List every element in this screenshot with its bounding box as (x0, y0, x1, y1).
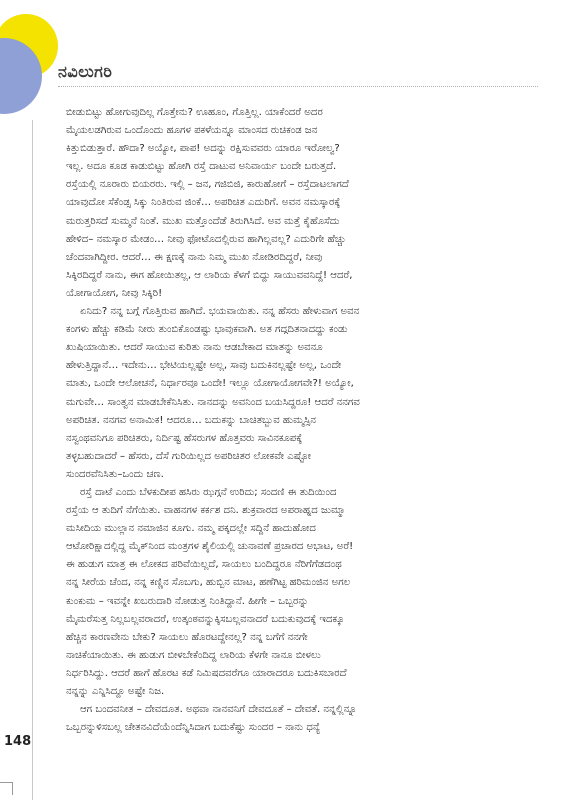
text-line: ಇಲ್ಲ. ಅದೂ ಕೂಡ ಕಾಡುಬಿಟ್ಟು ಹೋಗಿ ರಸ್ತೆ ದಾಟುವ ಅನಿವಾರ್ಯ ಬಂದೇ ಬರುತ್ತದೆ. (66, 161, 337, 173)
text-line: ನಿರ್ಧರಿಸಿದ್ದು. ಆದರೆ ಹಾಗೆ ಹೊರಟ ಕಡೆ ನಿಮಿಷದವರೆಗೂ ಯಾರಾದರೂ ಬದುಕಿಸಬಾರದೆ (66, 667, 347, 679)
text-line: ಯೋಗಾಯೋಗ, ನೀವು ಸಿಕ್ಕಿರಿ! (66, 287, 163, 299)
paragraph-2 (66, 303, 526, 484)
text-line: ಮಸೀದಿಯ ಮುಲ್ಲಾನ ನಮಾಜಿನ ಕೂಗು. ನಮ್ಮ ಪಕ್ಕದಲ್ಲೇ ಸದ್ದಿನೆ ಹಾದುಹೋದ (66, 523, 316, 535)
page-number: 148 (4, 734, 32, 749)
text-line: ಮೈಮರೆಸುತ್ತ ನಿಲ್ಲಬಲ್ಲವರಾದರೆ, ಉತ್ಕಂಠವನ್ನುಕ್ಕಿಸಬಲ್ಲವನಾದರೆ ಬದುಕುವುದಕ್ಕೆ ಇದಕ್ಕೂ (66, 613, 345, 625)
text-line: ನನ್ನ ಸೀರೆಯ ಚೆಂದ, ನನ್ನ ಕಣ್ಣಿನ ಸೊಬಗು, ಹುಬ್ಬಿನ ಮಾಟ, ಹಣೆಗಿಟ್ಟ ಹರಿಮಂಜಿನ ಅಗಲ (66, 577, 351, 589)
text-line: ರಸ್ತೆ ದಾಟೆ ಎಂದು ಬೆಳಕುದೀಪ ಹಸಿರು ಝಗ್ಗನೆ ಉರಿದು; ಸಂದಣಿ ಈ ತುದಿಯಿಂದ (80, 486, 337, 498)
text-line: ಮೈಯಲಡಗಿರುವ ಒಂದೊಂದು ಹೂಗಳ ಪಕಳೆಯನ್ನೂ ಮಾಂಸದ ರುಚಿಕಂಡ ಜನ (66, 125, 318, 137)
text-line: ಅಪರಿಚಿತ. ನನಗವ ಅನಾಮಿಕ! ಆದರೂ… ಬದುಕನ್ನು ಬಾಚಿತಬ್ಬುವ ಹುಮ್ಮಸ್ಸಿನ (66, 414, 317, 426)
text-line: ಚೆಂದವಾಗಿದ್ದೀರ. ಆದರೆ… ಈ ಕ್ಷಣಕ್ಕೆ ನಾನು ನಿಮ್ಮ ಮುಖ ನೋಡಿರದಿದ್ದರೆ, ನೀವು (66, 251, 323, 263)
text-line: ಕಂಗಳು ಹೆಚ್ಚು ಕಡಿಮೆ ನೀರು ತುಂಬಿಕೊಂಡಷ್ಟು ಭಾವುಕವಾಗಿ. ಅತ ಗದ್ಗದಿತನಾದದ್ದು ಕಂಡು (66, 324, 348, 336)
text-line: ಬೀಡುಬಿಟ್ಟು ಹೋಗುವುದಿಲ್ಲ ಗೊತ್ತೇನು? ಊಹೂಂ, ಗೊತ್ತಿಲ್ಲ. ಯಾಕೆಂದರೆ ಅದರ (66, 107, 323, 118)
text-line: ಸುಂದರವೆನಿಸಿತು–ಒಂದು ಚಣ. (66, 468, 164, 480)
text-line: ಮಾತು, ಒಂದೇ ಆಲೋಚನೆ, ನಿರ್ಧಾರವೂ ಒಂದೇ! ಇಲ್ಲೂ ಯೋಗಾಯೋಗವೇ?! ಅಯ್ಯೋ, (66, 378, 354, 390)
text-line: ನಸ್ವಂಥವನಿಗೂ ಪರಿಚಿತರು, ನಿರ್ದಿಷ್ಟ ಹೆಸರುಗಳ ಹೊತ್ತವರು ಸಾವಿನಕೂಪಕ್ಕೆ (66, 432, 303, 444)
text-line: ಖುಷಿಯಾಯಿತು. ಆದರೆ ಸಾಯುವ ಕುರಿತು ನಾನು ಆಡಬೇಕಾದ ಮಾತನ್ನು ಅವನೂ (66, 342, 323, 354)
text-line: ಸಿಕ್ಕಿರದಿದ್ದರೆ ನಾನು, ಈಗ ಹೋಯಿತಲ್ಲ, ಆ ಲಾರಿಯ ಕೆಳಗೆ ಬಿದ್ದು ಸಾಯುವವನಿದ್ದೆ! ಆದರೆ, (66, 269, 353, 281)
text-line: ಮಗುವೇ… ಸಾಂತ್ವನ ಮಾಡಬೇಕೆನಿಸಿತು. ನಾನದನ್ನು ಅವನಿಂದ ಬಯಸಿದ್ದರೂ! ಆದರೆ ನನಗವ (66, 396, 360, 408)
text-line: ನನ್ನನ್ನು ಎನ್ನಿಸಿದ್ದೂ ಅಷ್ಟೇ ನಿಜ. (66, 686, 165, 697)
text-line: ಒಬ್ಬರನ್ನುಳಿಸಬಲ್ಲ ಚೇತನವಿದೆಯೆಂದೆನ್ನಿಸಿದಾಗ ಬದುಕೆಷ್ಟು ಸುಂದರ – ನಾನು ಧನ್ಯೆ (66, 722, 321, 734)
paragraph-4 (66, 701, 526, 737)
running-title: ನವಿಲುಗರಿ (58, 62, 113, 81)
text-line: ಆಟೋರಿಕ್ಷಾದಲ್ಲಿದ್ದ ಮೈಕ್‌ನಿಂದ ಮಂತ್ರಗಳ ಶೈಲಿಯಲ್ಲಿ ಚುನಾವಣೆ ಪ್ರಚಾರದ ಅಭಾಟ, ಅರೆ! (66, 541, 354, 553)
text-line: ಕುಂಕುಮ – ಇವನ್ನೇ ಖಬರುದಾರಿ ನೋಡುತ್ತ ನಿಂತಿದ್ದಾನೆ. ಹೀಗೇ – ಒಬ್ಬರನ್ನು (66, 595, 309, 607)
paragraph-1 (66, 104, 526, 303)
crop-mark (0, 782, 13, 795)
text-line: ಈ ಹುಡುಗ ಮಾತ್ರ ಈ ಲೋಕದ ಪರಿವೆಯಿಲ್ಲದೆ, ಸಾಯಲು ಬಂದಿದ್ದರೂ ನೆರಿಗೆಗೆಡದಂಥ (66, 559, 342, 571)
text-line: ತಳ್ಳಬಹುದಾದರೆ – ಹೆಸರು, ದೆಸೆ ಗುರಿಯಿಲ್ಲದ ಅಪರಿಚಿತರ ಲೋಕವೇ ಎಷ್ಟೋ (66, 450, 312, 462)
text-line: ಮರುತ್ತರಿಸದೆ ಸುಮ್ಮನೆ ನಿಂತೆ. ಮುಖ ಮತ್ತೊಂದೆಡೆ ತಿರುಗಿಸಿದೆ. ಅವ ಮತ್ತೆ ಕೈಹೊಸೆದು (66, 215, 340, 227)
text-line: ಹೇಳಿದ– ನಮಸ್ಕಾರ ಮೇಡಂ… ನೀವು ಫೋಟೊದಲ್ಲಿರುವ ಹಾಗಿಲ್ಲವಲ್ಲ? ಎದುರಿಗೇ ಹೆಚ್ಚು (66, 233, 346, 245)
margin-rule (32, 120, 33, 800)
text-line: ರಸ್ತೆಯಲ್ಲಿ ನೂರಾರು ಬಿಯರರು. ಇಲ್ಲಿ – ಜನ, ಗಜಿಬಿಜಿ, ಕಾರುಹೋಗೆ – ರಸ್ತೆದಾಟಲಾಗದೆ (66, 179, 349, 191)
text-line: ಹೇಳುತ್ತಿದ್ದಾನೆ… ಇದೇನು… ಭೇಟಿಯಲ್ಲಷ್ಟೇ ಅಲ್ಲ, ಸಾವು ಬದುಕಿನಲ್ಲಷ್ಟೇ ಅಲ್ಲ, ಒಂದೇ (66, 360, 342, 372)
body-text (66, 104, 526, 737)
text-line: ಆಗ ಬಂದವನೀತ – ದೇವದೂತ. ಅಥವಾ ನಾನವನಿಗೆ ದೇವದೂತೆ – ದೇವತೆ. ನನ್ನಲ್ಲಿನ್ನೂ (80, 704, 357, 716)
text-line: ಕಿತ್ತುಬಿಡುತ್ತಾರೆ. ಹೌದಾ? ಅಯ್ಯೋ, ಪಾಪ! ಅದನ್ನು ರಕ್ಷಿಸುವವರು ಯಾರೂ ಇರೋಲ್ವ? (66, 143, 340, 155)
text-line: ಏನಿದು? ನನ್ನ ಬಗ್ಗೆ ಗೊತ್ತಿರುವ ಹಾಗಿದೆ. ಭಯವಾಯಿತು. ನನ್ನ ಹೆಸರು ಹೇಳುವಾಗ ಅವನ (80, 306, 360, 318)
text-line: ರಸ್ತೆಯ ಆ ತುದಿಗೆ ನೆಗೆಯಿತು. ವಾಹನಗಳ ಕರ್ಕಶ ದನಿ. ಶುಕ್ರವಾರದ ಅಪರಾಹ್ನದ ಜುಮ್ಮಾ (66, 505, 346, 517)
text-line: ನಾಚಿಕೆಯಾಯಿತು. ಈ ಹುಡುಗ ಬೀಳಬೇಕೆಂದಿದ್ದ ಲಾರಿಯ ಕೆಳಗೇ ನಾನೂ ಬೀಳಲು (66, 649, 321, 661)
header-rule (58, 86, 538, 87)
paragraph-3 (66, 484, 526, 701)
text-line: ಹೆಚ್ಚಿನ ಕಾರಣವೇನು ಬೇಕು? ಸಾಯಲು ಹೊರಟದ್ದೇನಲ್ಲ? ನನ್ನ ಬಗೆಗೆ ನನಗೇ (66, 631, 308, 643)
text-line: ಯಾವುದೋ ಸೆಕೆಂಡ್ಸ ಸಿಕ್ಕು ನಿಂತಿರುವ ಜಿಂಕೆ… ಅಪರಿಚಿತ ಎದುರಿಗೆ. ಅವನ ನಮಸ್ಕಾರಕ್ಕೆ (66, 197, 341, 209)
